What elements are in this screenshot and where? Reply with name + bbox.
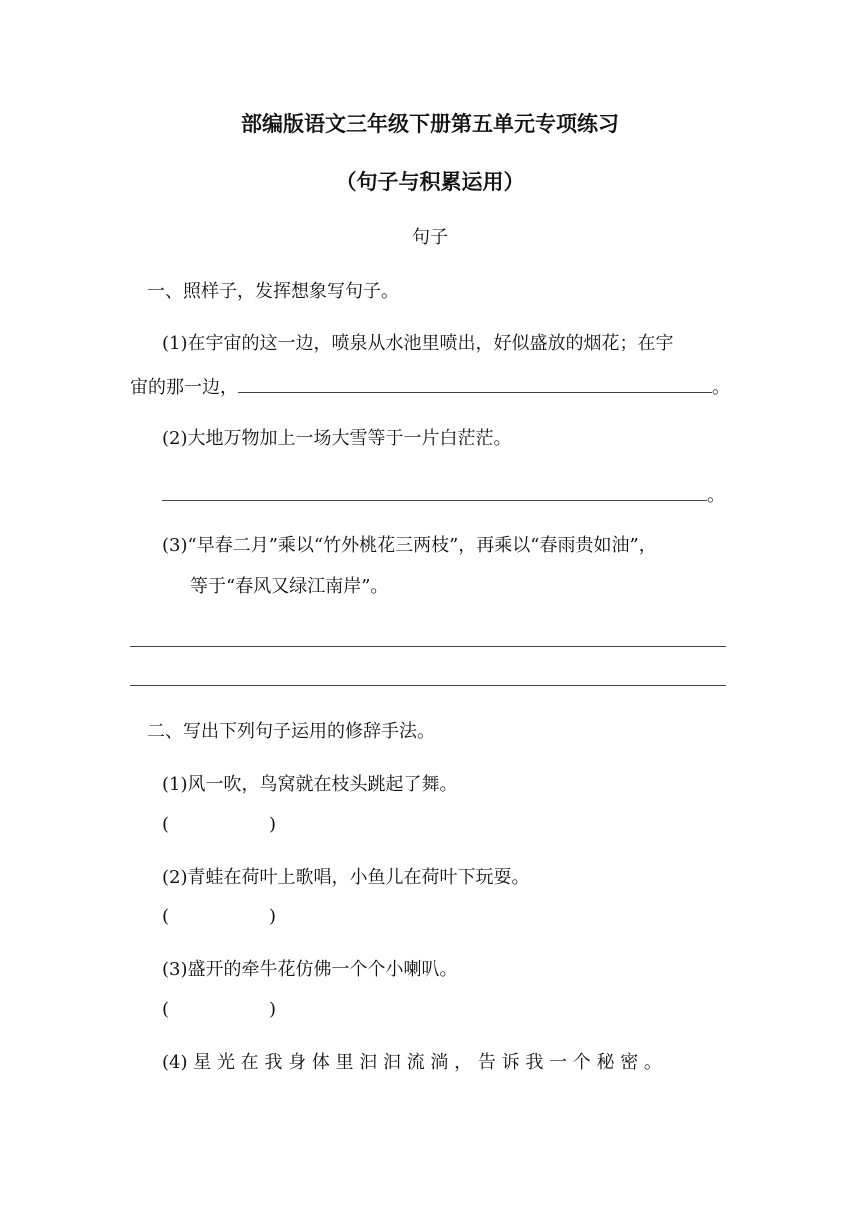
part1-q1-line2-prefix: 宙的那一边， bbox=[130, 377, 238, 398]
part1-q3-answer-line-2[interactable] bbox=[130, 685, 726, 686]
part1-q2-answer-line[interactable] bbox=[162, 482, 707, 501]
paren-close: ) bbox=[269, 814, 277, 835]
part1-q1-answer-line[interactable] bbox=[238, 374, 712, 393]
section-heading: 句子 bbox=[412, 227, 448, 248]
part2-q4: (4) 星 光 在 我 身 体 里 汩 汩 流 淌 ， 告 诉 我 一 个 秘 密 。 bbox=[162, 1052, 662, 1073]
paren-open: ( bbox=[162, 906, 170, 927]
part1-q1-line2 bbox=[130, 374, 730, 400]
part2-q2-answer[interactable] bbox=[162, 905, 276, 929]
part2-q2: (2)青蛙在荷叶上歌唱，小鱼儿在荷叶下玩耍。 bbox=[162, 867, 530, 888]
part1-q1-line1: (1)在宇宙的这一边，喷泉从水池里喷出，好似盛放的烟花；在宇 bbox=[162, 333, 674, 354]
part2-heading: 二、写出下列句子运用的修辞手法。 bbox=[147, 721, 435, 742]
part2-q3: (3)盛开的牵牛花仿佛一个个小喇叭。 bbox=[162, 959, 458, 980]
paren-open: ( bbox=[162, 814, 170, 835]
part1-q2-suffix: 。 bbox=[707, 485, 725, 506]
paren-close: ) bbox=[269, 906, 277, 927]
part1-q1-line2-suffix: 。 bbox=[712, 377, 730, 398]
paren-open: ( bbox=[162, 999, 170, 1020]
part1-q2-answer bbox=[162, 482, 725, 508]
part1-q3-line1: (3)“早春二月”乘以“竹外桃花三两枝”，再乘以“春雨贵如油”， bbox=[162, 535, 657, 556]
part2-q1-answer[interactable] bbox=[162, 813, 276, 837]
page-title: 部编版语文三年级下册第五单元专项练习 bbox=[241, 112, 619, 136]
part1-q3-line2: 等于“春风又绿江南岸”。 bbox=[190, 576, 389, 597]
part2-q1: (1)风一吹，鸟窝就在枝头跳起了舞。 bbox=[162, 774, 458, 795]
part1-q2: (2)大地万物加上一场大雪等于一片白茫茫。 bbox=[162, 428, 512, 449]
part2-q3-answer[interactable] bbox=[162, 998, 276, 1022]
page-subtitle: （句子与积累运用） bbox=[335, 170, 525, 194]
part1-q3-answer-line-1[interactable] bbox=[130, 646, 726, 647]
part1-heading: 一、照样子，发挥想象写句子。 bbox=[147, 281, 399, 302]
paren-close: ) bbox=[269, 999, 277, 1020]
